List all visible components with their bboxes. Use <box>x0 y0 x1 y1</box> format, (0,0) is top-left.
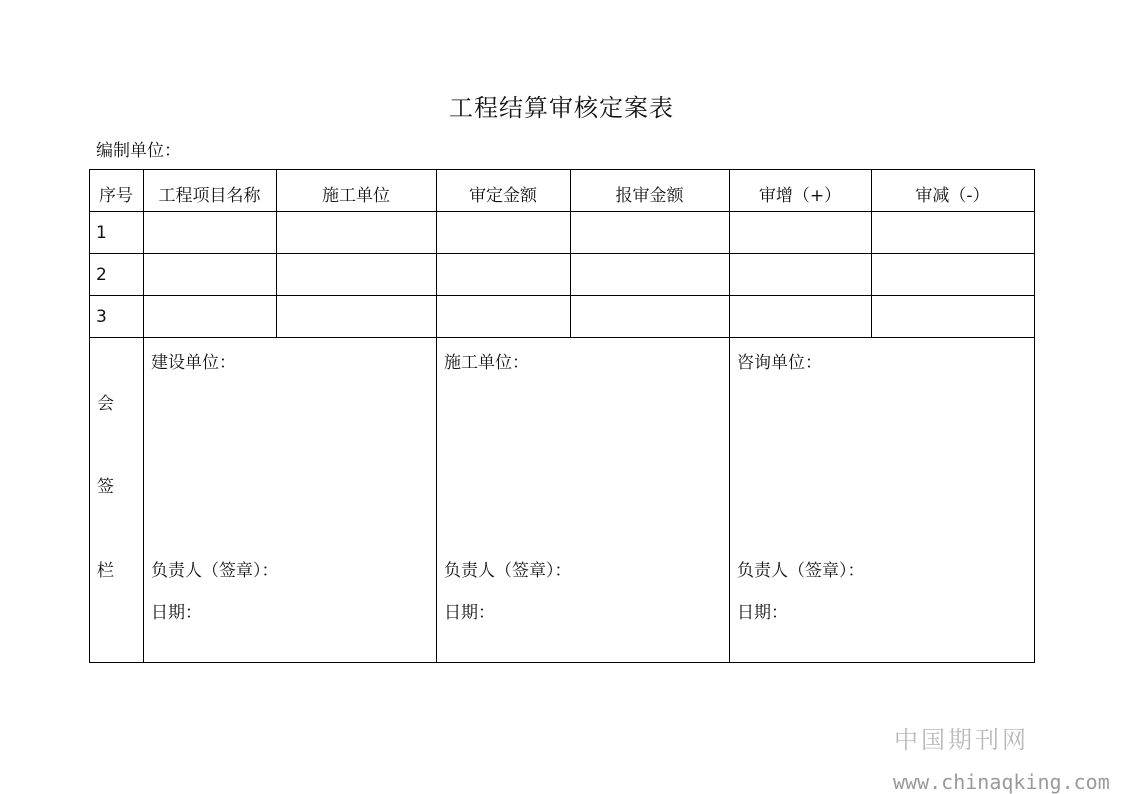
header-approved-amount: 审定金额 <box>469 186 537 206</box>
table-line <box>89 662 1035 663</box>
compiler-label: 编制单位： <box>96 141 181 161</box>
consultant-unit-label: 咨询单位： <box>737 353 822 373</box>
table-line <box>89 169 90 663</box>
owner-responsible-label: 负责人（签章）： <box>151 561 279 581</box>
row-index: 3 <box>96 307 107 327</box>
consultant-responsible-label: 负责人（签章）： <box>737 561 865 581</box>
table-line <box>89 295 1035 296</box>
signoff-side-char: 签 <box>97 477 114 497</box>
header-contractor: 施工单位 <box>322 186 390 206</box>
contractor-unit-label: 施工单位： <box>444 353 529 373</box>
header-submitted-amount: 报审金额 <box>615 186 684 206</box>
settlement-form-table <box>89 169 1035 663</box>
header-project-name: 工程项目名称 <box>158 186 261 206</box>
row-index: 1 <box>96 223 107 243</box>
owner-unit-label: 建设单位： <box>151 353 236 373</box>
row-index: 2 <box>96 265 107 285</box>
page-title: 工程结算审核定案表 <box>449 94 674 122</box>
table-line <box>729 169 730 663</box>
header-index: 序号 <box>99 186 133 206</box>
table-line <box>89 337 1035 338</box>
header-increase: 审增（+） <box>758 186 842 206</box>
table-line <box>89 169 1035 170</box>
contractor-responsible-label: 负责人（签章）： <box>444 561 572 581</box>
table-line <box>89 211 1035 212</box>
table-line <box>436 169 437 663</box>
watermark-url: www.chinaqking.com <box>893 770 1110 794</box>
signoff-side-char: 栏 <box>97 561 114 581</box>
table-line <box>1034 169 1035 663</box>
owner-date-label: 日期： <box>151 603 202 623</box>
table-line <box>143 169 144 663</box>
table-line <box>89 253 1035 254</box>
signoff-side-char: 会 <box>97 394 114 414</box>
watermark-site-name: 中国期刊网 <box>894 726 1029 754</box>
consultant-date-label: 日期： <box>737 603 788 623</box>
header-decrease: 审减（-） <box>915 186 990 206</box>
contractor-date-label: 日期： <box>444 603 495 623</box>
